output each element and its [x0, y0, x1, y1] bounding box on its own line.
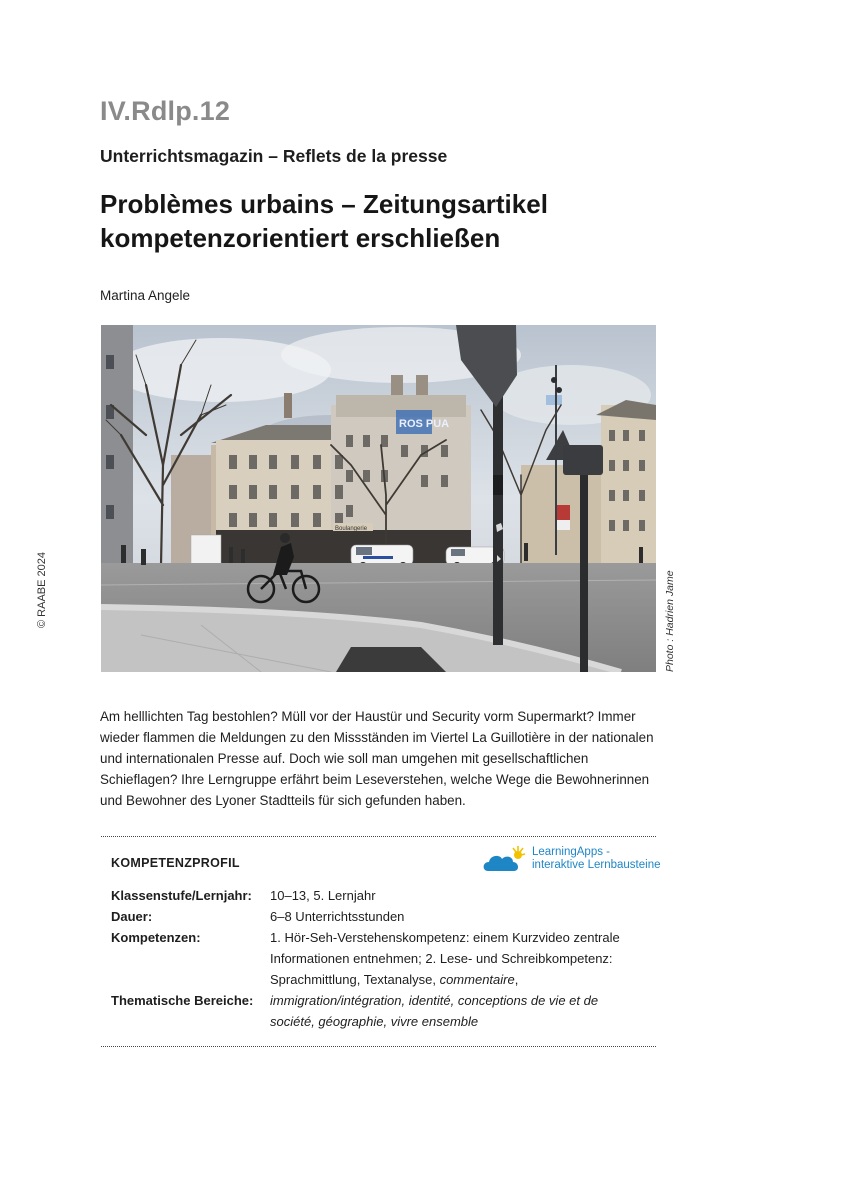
profile-value: immigration/intégration, identité, conceptions de vie et de société, géographie, vivre ensemble: [270, 993, 599, 1029]
profile-heading: KOMPETENZPROFIL: [111, 856, 240, 870]
title-line-1: Problèmes urbains – Zeitungsartikel: [100, 189, 548, 219]
profile-label: Thematische Bereiche:: [111, 993, 254, 1008]
photo-credit: Photo : Hadrien Jame: [664, 570, 676, 672]
learningapps-line-2: interaktive Lernbausteine: [532, 859, 661, 871]
learningapps-line-1: LearningApps -: [532, 846, 610, 858]
divider-bottom: [101, 1046, 656, 1047]
divider-top: [101, 836, 656, 837]
profile-value: 10–13, 5. Lernjahr: [270, 888, 376, 903]
storefront-text: Boulangerie: [335, 526, 368, 532]
street-photo: [101, 325, 656, 672]
intro-paragraph: Am helllichten Tag bestohlen? Müll vor der Haustür und Security vorm Supermarkt? Immer wieder flammen die Meldungen zu den Missständen im Viertel La Guillotière in der nationalen und internationalen Presse auf. Doch wie soll man umgehen mit gesellschaftlichen Schieflagen? Ihre Lerngruppe erfährt beim Leseverstehen, welche Wege die Bewohnerinnen und Bewohner des Lyoner Stadtteils für sich gefunden haben.: [100, 709, 654, 808]
shop-sign-text: ROS PUA: [399, 418, 450, 430]
profile-value: 6–8 Unterrichtsstunden: [270, 909, 405, 924]
profile-label: Kompetenzen:: [111, 930, 201, 945]
title-line-2: kompetenzorientiert erschließen: [100, 223, 501, 253]
competences-italic: commentaire: [439, 972, 515, 987]
profile-label: Dauer:: [111, 909, 153, 924]
profile-label: Klassenstufe/Lernjahr:: [111, 888, 252, 903]
competences-text: 1. Hör-Seh-Verstehenskompetenz: einem Kurzvideo zentrale Informationen entnehmen; 2. Lese- und Schreibkompetenz: Sprachmittlung, Textanalyse,: [270, 930, 620, 987]
copyright-notice: © RAABE 2024: [36, 552, 48, 628]
profile-value: [270, 927, 642, 990]
learningapps-logo[interactable]: [482, 843, 661, 875]
competences-comma: ,: [514, 972, 519, 987]
document-code: IV.Rdlp.12: [100, 96, 231, 126]
series-title: Unterrichtsmagazin – Reflets de la presse: [100, 146, 448, 166]
author-name: Martina Angele: [100, 288, 191, 303]
page-title: [100, 187, 548, 255]
learningapps-cloud-icon: [482, 843, 528, 875]
